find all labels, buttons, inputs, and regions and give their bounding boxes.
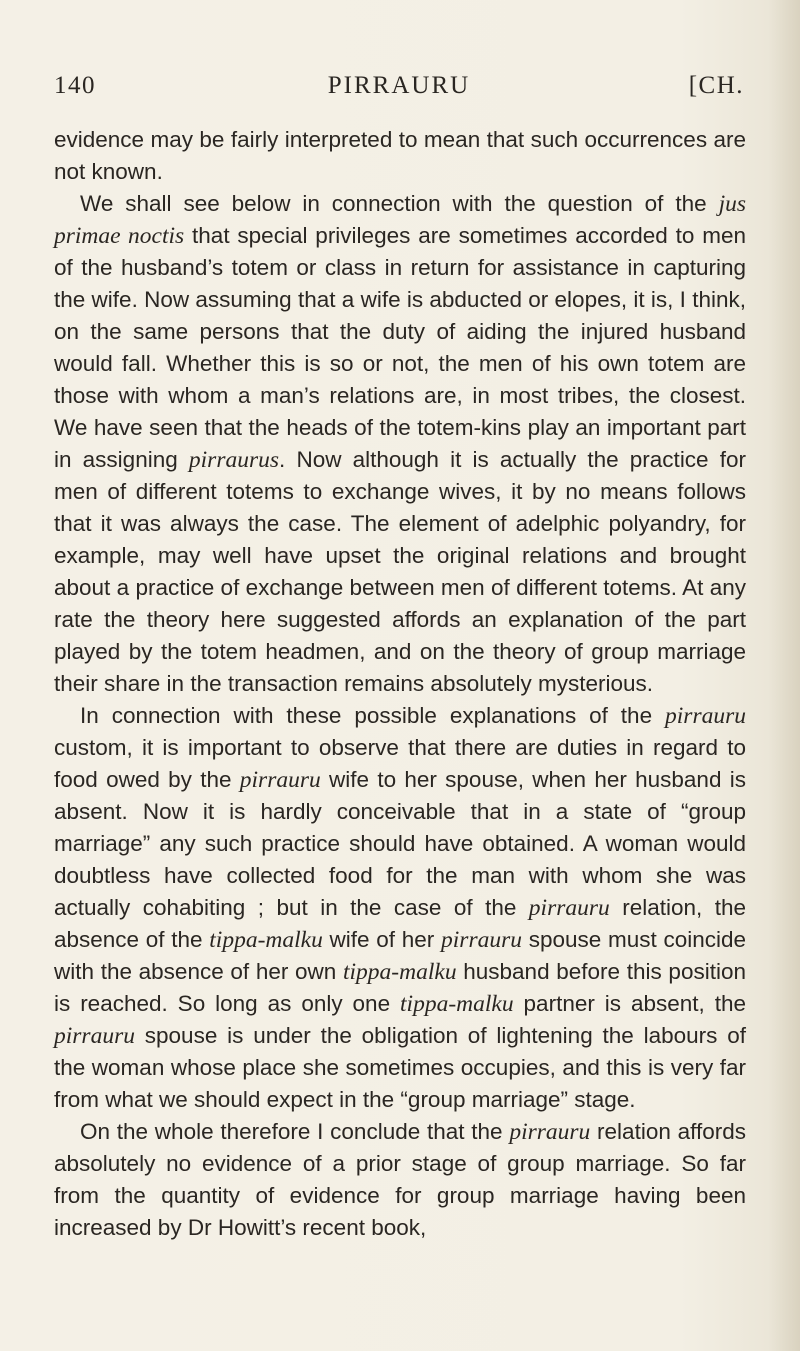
italic-term: tippa-malku xyxy=(400,991,514,1017)
text-run: relation affords absolutely no evidence of a prior stage of group marriage. So far from the quantity of evidence for group marriage having been increased by Dr Howitt’s recent book, xyxy=(54,1119,746,1240)
text-run: In connection with these possible explanations of the xyxy=(80,703,666,728)
text-run: that special privileges are sometimes accorded to men of the husband’s totem or class in return for assistance in capturing the wife. Now assuming that a wife is abducted or elopes, it is, I think, on the same persons that the duty of aiding the injured husband would fall. Whether this is so or not, the men of his own totem are those with whom a man’s relations are, in most tribes, the closest. We have seen that the heads of the totem-kins play an important part in assigning xyxy=(54,223,746,472)
italic-term: pirrauru xyxy=(54,1023,135,1049)
italic-term: pirrauru xyxy=(441,927,522,953)
italic-term: pirrauru xyxy=(509,1119,591,1145)
italic-term: pirrauru xyxy=(528,895,610,921)
running-title: PIRRAURU xyxy=(327,72,471,99)
text-run: wife to her spouse, when her husband is absent. Now it is hardly conceivable that in a state of “group marriage” any such practice should have obtained. A woman would doubtless have collected food for the man with whom she was actually cohabiting ; but in the case of the xyxy=(54,767,746,920)
paragraph xyxy=(54,1116,746,1244)
paragraph xyxy=(54,188,746,700)
text-run: custom, it is important to observe that there are duties in regard to food owed by the xyxy=(54,735,746,792)
text-run: husband before this position is reached. So long as only one xyxy=(54,959,746,1016)
text-run: spouse must coincide with the absence of her own xyxy=(54,927,746,984)
text-run: spouse is under the obligation of lightening the labours of the woman whose place she sometimes occupies, and this is very far from what we should expect in the “group marriage” stage. xyxy=(54,1023,746,1112)
text-run: wife of her xyxy=(322,927,442,952)
text-run: partner is absent, the xyxy=(513,991,746,1016)
text-run: On the whole therefore I conclude that the xyxy=(80,1119,510,1144)
paragraph xyxy=(54,700,746,1116)
body-text xyxy=(54,124,746,1244)
italic-term: tippa-malku xyxy=(209,927,323,953)
text-run: relation, the absence of the xyxy=(54,895,746,952)
italic-term: pirrauru xyxy=(665,703,746,729)
page-number: 140 xyxy=(54,72,96,99)
paragraph xyxy=(54,124,746,188)
italic-term: jus primae noctis xyxy=(54,191,746,249)
text-run: We shall see below in connection with the question of the xyxy=(80,191,719,216)
text-run: . Now although it is actually the practice for men of different totems to exchange wives, it by no means follows that it was always the case. The element of adelphic polyandry, for example, may well have upset the original relations and brought about a practice of exchange between men of different totems. At any rate the theory here suggested affords an explanation of the part played by the totem headmen, and on the theory of group marriage their share in the transaction remains absolutely mysterious. xyxy=(54,447,746,696)
italic-term: pirraurus xyxy=(188,447,280,473)
italic-term: pirrauru xyxy=(239,767,321,793)
text-run: evidence may be fairly interpreted to mean that such occurrences are not known. xyxy=(54,127,746,184)
chapter-mark: [CH. xyxy=(688,72,744,99)
running-header xyxy=(54,72,744,112)
italic-term: tippa-malku xyxy=(343,959,457,985)
